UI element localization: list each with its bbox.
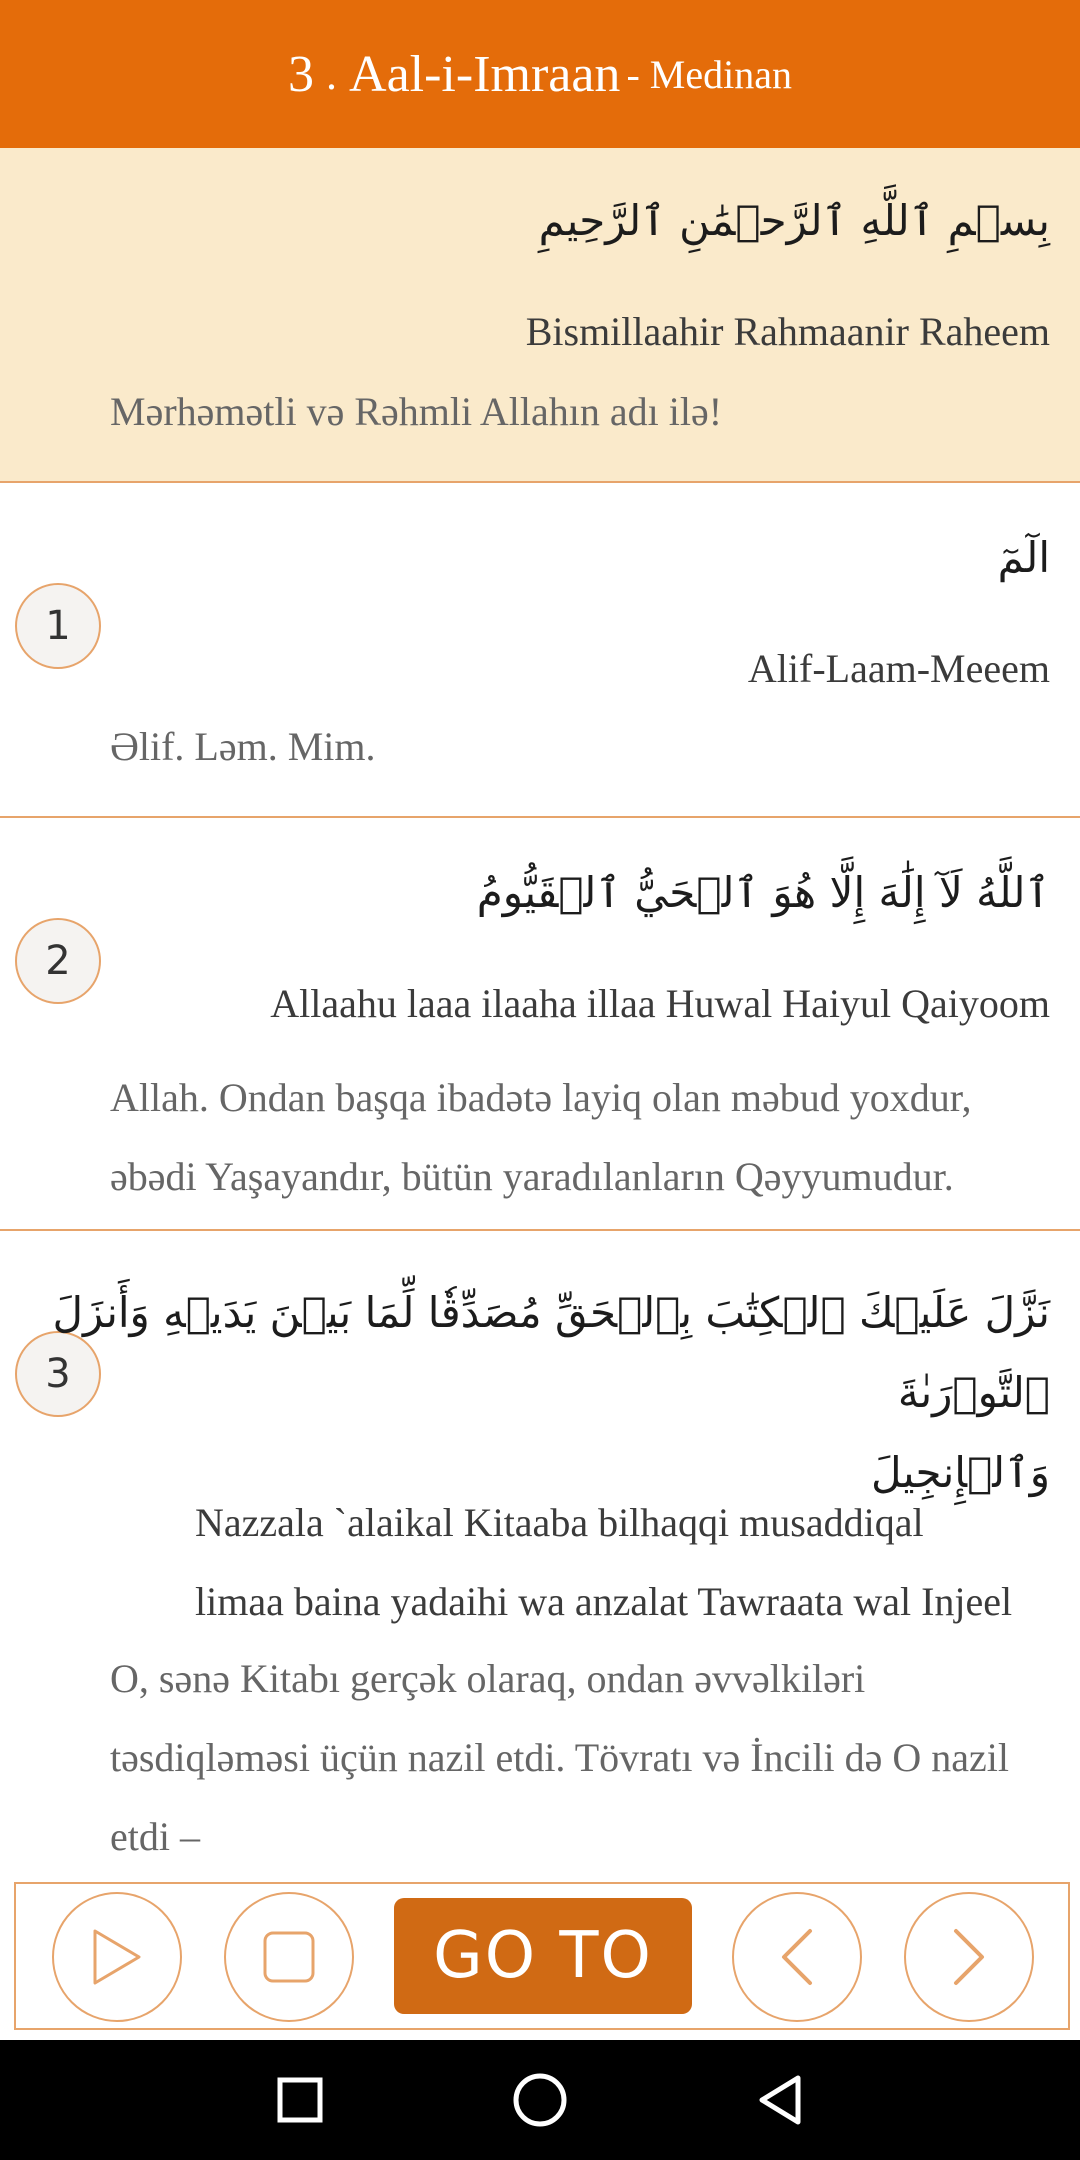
back-triangle-icon — [752, 2072, 808, 2128]
arabic-line: نَزَّلَ عَلَيۡكَ ٱلۡكِتَٰبَ بِٱلۡحَقِّ مُصَدِّقٗا لِّمَا بَيۡنَ يَدَيۡهِ وَأَنزَلَ ٱلتَّوۡرَىٰةَ — [52, 1288, 1050, 1417]
arabic-line: وَٱلۡإِنجِيلَ — [871, 1448, 1050, 1497]
previous-button[interactable] — [732, 1892, 862, 2022]
verse-translation — [110, 1058, 972, 1216]
bismillah-translation: Mərhəmətli və Rəhmli Allahın adı ilə! — [110, 389, 723, 434]
home-button[interactable] — [510, 2070, 570, 2130]
square-icon — [276, 2076, 324, 2124]
verse-number-badge: 3 — [15, 1331, 101, 1417]
verse-transliteration: Alif-Laam-Meeem — [747, 646, 1050, 691]
stop-button[interactable] — [224, 1892, 354, 2022]
surah-separator: . — [326, 49, 338, 99]
bismillah-transliteration: Bismillaahir Rahmaanir Raheem — [525, 309, 1050, 354]
verse-number-badge: 1 — [15, 583, 101, 669]
surah-name: Aal-i-Imraan — [349, 45, 621, 103]
system-navigation-bar — [0, 2040, 1080, 2160]
recent-apps-button[interactable] — [270, 2070, 330, 2130]
bismillah-block — [0, 148, 1080, 483]
translation-line: əbədi Yaşayandır, bütün yaradılanların Qəyyumudur. — [110, 1154, 954, 1199]
verse-translation — [110, 1639, 1009, 1876]
verse-3[interactable] — [0, 1231, 1080, 1881]
goto-button[interactable]: GO TO — [394, 1898, 692, 2014]
app-header — [0, 0, 1080, 148]
translation-line: təsdiqləməsi üçün nazil etdi. Tövratı və İncili də O nazil — [110, 1735, 1009, 1780]
transliteration-line: Nazzala `alaikal Kitaaba bilhaqqi musaddiqal — [195, 1500, 924, 1545]
circle-icon — [512, 2072, 568, 2128]
play-icon — [87, 1925, 147, 1989]
revelation-type: - Medinan — [626, 51, 792, 97]
play-button[interactable] — [52, 1892, 182, 2022]
back-button[interactable] — [750, 2070, 810, 2130]
translation-line: O, sənə Kitabı gerçək olaraq, ondan əvvəlkiləri — [110, 1656, 866, 1701]
verse-number-badge: 2 — [15, 918, 101, 1004]
verse-2[interactable] — [0, 818, 1080, 1231]
bismillah-arabic: بِسۡمِ ٱللَّهِ ٱلرَّحۡمَٰنِ ٱلرَّحِيمِ — [538, 196, 1050, 245]
verse-arabic: الٓمٓ — [997, 533, 1050, 582]
verse-transliteration — [195, 1483, 1012, 1641]
playback-toolbar — [14, 1882, 1070, 2030]
chevron-right-icon — [944, 1925, 994, 1989]
verse-arabic — [0, 1273, 1050, 1513]
next-button[interactable] — [904, 1892, 1034, 2022]
surah-number: 3 — [288, 45, 315, 103]
chevron-left-icon — [772, 1925, 822, 1989]
verse-arabic: ٱللَّهُ لَآ إِلَٰهَ إِلَّا هُوَ ٱلۡحَيُّ ٱلۡقَيُّومُ — [476, 868, 1050, 917]
translation-line: etdi – — [110, 1814, 200, 1859]
verse-transliteration: Allaahu laaa ilaaha illaa Huwal Haiyul Qaiyoom — [270, 981, 1050, 1026]
transliteration-line: limaa baina yadaihi wa anzalat Tawraata wal Injeel — [195, 1579, 1013, 1624]
verse-1[interactable] — [0, 483, 1080, 818]
verse-translation: Əlif. Ləm. Mim. — [110, 724, 376, 769]
translation-line: Allah. Ondan başqa ibadətə layiq olan məbud yoxdur, — [110, 1075, 972, 1120]
stop-icon — [261, 1929, 317, 1985]
